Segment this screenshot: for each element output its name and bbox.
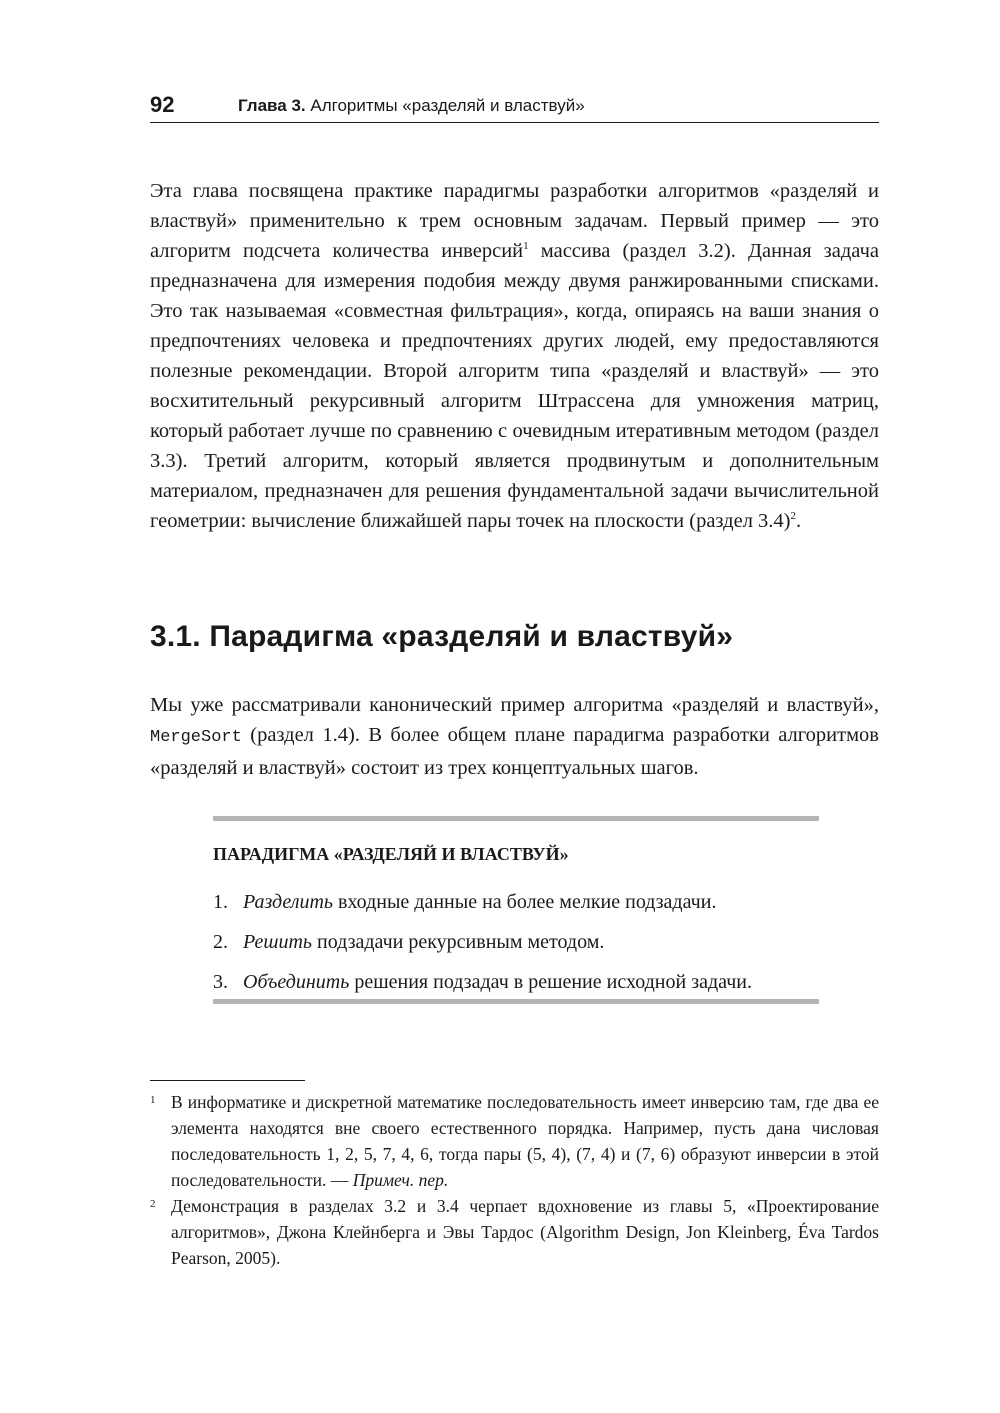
section-heading: 3.1. Парадигма «разделяй и властвуй»	[150, 620, 734, 653]
section-paragraph	[150, 690, 879, 783]
footnote-translator-note: Примеч. пер.	[352, 1170, 449, 1190]
intro-text-part3: .	[796, 510, 802, 532]
footnote-text: Демонстрация в разделах 3.2 и 3.4 черпает вдохновение из главы 5, «Проектирование алгоритмов», Джона Клейнберга и Эвы Тардос (Algorithm Design, Jon Kleinberg, Éva Tardos Pearson, 2005).	[171, 1196, 879, 1268]
intro-paragraph	[150, 176, 879, 536]
step-verb: Решить	[243, 931, 313, 953]
footnote-divider	[150, 1080, 305, 1081]
step-number: 1.	[213, 891, 228, 913]
step-verb: Объединить	[243, 971, 350, 993]
running-title	[238, 96, 585, 116]
box-top-rule	[213, 816, 819, 821]
step-number: 2.	[213, 931, 228, 953]
footnotes	[150, 1089, 879, 1271]
step-verb: Разделить	[243, 891, 333, 913]
intro-text-part1: Эта глава посвящена практике парадигмы разработки алгоритмов «разделяй и властвуй» применительно к трем основным задачам. Первый пример — это алгоритм подсчета количества инверсий	[150, 180, 879, 262]
footnote-ref-2[interactable]: 2	[790, 510, 796, 523]
box-title: ПАРАДИГМА «РАЗДЕЛЯЙ И ВЛАСТВУЙ»	[213, 844, 569, 864]
running-header	[150, 90, 879, 123]
step-text: входные данные на более мелкие подзадачи.	[333, 891, 717, 913]
footnote-mark: 1	[150, 1094, 156, 1106]
footnote-2	[150, 1193, 879, 1271]
intro-text-part2: массива (раздел 3.2). Данная задача предназначена для измерения подобия между двумя ранжированными списками. Это так называемая «совместная фильтрация», когда, опираясь на ваши знания о предпочтениях человека и предпочтениях других людей, ему предоставляются полезные рекомендации. Второй алгоритм типа «разделяй и властвуй» — это восхитительный рекурсивный алгоритм Штрассена для умножения матриц, который работает лучше по сравнению с очевидным итеративным методом (раздел 3.3). Третий алгоритм, который является продвинутым и дополнительным материалом, предназначен для решения фундаментальной задачи вычислительной геометрии: вычисление ближайшей пары точек на плоскости (раздел 3.4)	[150, 240, 879, 532]
section-text-before: Мы уже рассматривали канонический пример алгоритма «разделяй и властвуй»,	[150, 694, 879, 716]
section-text-after: (раздел 1.4). В более общем плане парадигма разработки алгоритмов «разделяй и властвуй» состоит из трех концептуальных шагов.	[150, 724, 879, 779]
footnote-mark: 2	[150, 1198, 156, 1210]
step-text: подзадачи рекурсивным методом.	[312, 931, 605, 953]
code-mergesort: MergeSort	[150, 728, 242, 747]
footnote-1	[150, 1089, 879, 1193]
chapter-label: Глава 3.	[238, 96, 306, 115]
list-item	[213, 922, 752, 962]
paradigm-box	[213, 816, 819, 1006]
list-item	[213, 882, 752, 922]
step-number: 3.	[213, 971, 228, 993]
page-number: 92	[150, 92, 175, 117]
footnote-text: В информатике и дискретной математике последовательность имеет инверсию там, где два ее элемента находятся вне своего естественного порядка. Например, пусть дана числовая последовательность 1, 2, 5, 7, 4, 6, тогда пары (5, 4), (7, 4) и (7, 6) образуют инверсии в этой последовательности. —	[171, 1092, 879, 1190]
chapter-title: Алгоритмы «разделяй и властвуй»	[310, 96, 585, 115]
step-text: решения подзадач в решение исходной задачи.	[349, 971, 752, 993]
paradigm-steps-list	[213, 882, 752, 1002]
footnote-ref-1[interactable]: 1	[523, 240, 529, 253]
box-bottom-rule	[213, 999, 819, 1004]
list-item	[213, 962, 752, 1002]
